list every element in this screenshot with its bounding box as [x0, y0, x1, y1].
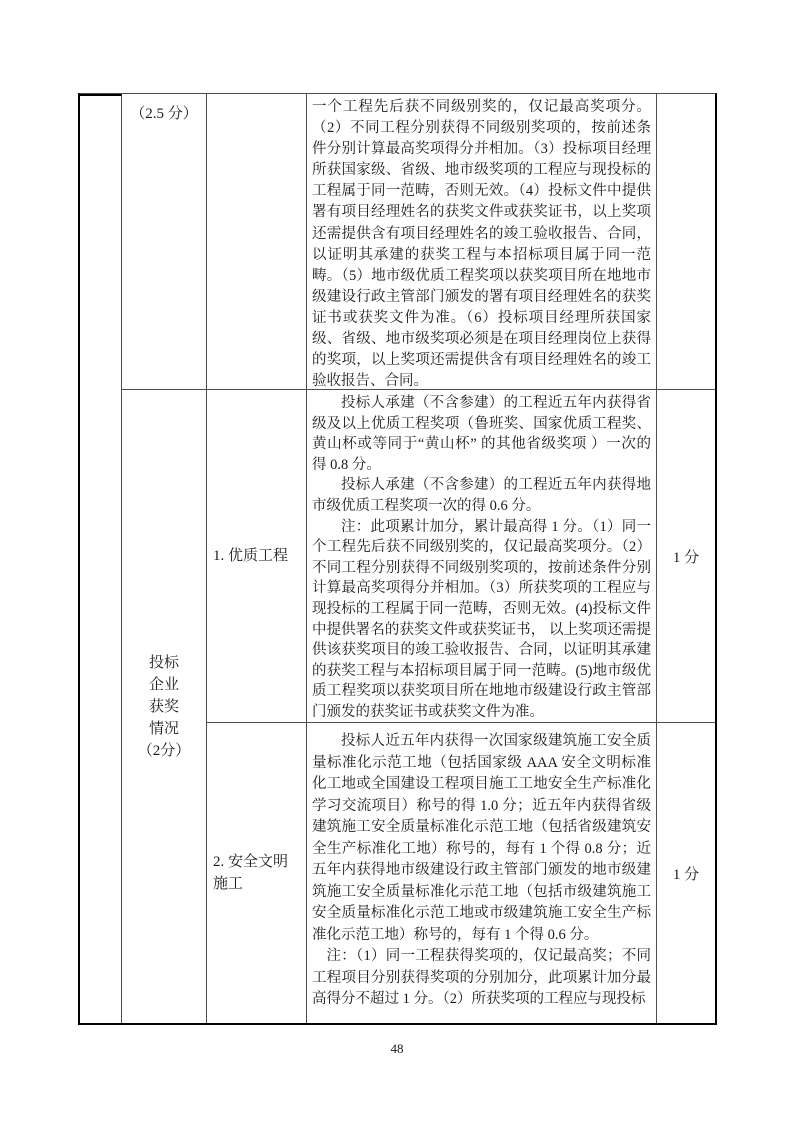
item-label-quality-project: 1. 优质工程 [207, 390, 307, 723]
criteria-text-continuation-cell [307, 94, 657, 390]
criteria-paragraph: 一个工程先后获不同级别奖的，仅记最高奖项分。（2）不同工程分别获得不同级别奖项的，按前述条件分别计算最高奖项得分并相加。（3）投标项目经理所获国家级、省级、地市级奖项的工程应与现投标的工程属于同一范畴，否则无效。（4）投标文件中提供署有项目经理姓名的获奖文件或获奖证书，以上奖项还需提供含有项目经理姓名的竣工验收报告、合同，以证明其承建的获奖工程与本招标项目属于同一范畴。（5）地市级优质工程奖项以获奖项目所在地地市级建设行政主管部门颁发的署有项目经理姓名的获奖证书或获奖文件为准。（6）投标项目经理所获国家级、省级、地市级奖项必须是在项目经理岗位上获得的奖项，以上奖项还需提供含有项目经理姓名的竣工验收报告、合同。 [312, 99, 651, 390]
category-line: 获奖 [148, 698, 179, 715]
criteria-note-paragraph: 注：此项累计加分，累计最高得 1 分。（1）同一个工程先后获不同级别奖的，仅记最高奖项分。（2）不同工程分别获得不同级别奖项的，按前述条件分别计算最高奖项得分并相加。（3）所获奖项的工程应与现投标的工程属于同一范畴，否则无效。(4)投标文件中提供署名的获奖文件或获奖证书， 以上奖项还需提供该获奖项目的竣工验收报告、合同，以证明其承建的获奖工程与本招标项目属于同一范畴。(5)地市级优质工程奖项以获奖项目所在地地市级建设行政主管部门颁发的获奖证书或获奖文件为准。 [312, 518, 651, 720]
criteria-paragraph: 投标人承建（不含参建）的工程近五年内获得省级及以上优质工程奖项（鲁班奖、国家优质工程奖、黄山杯或等同于“黄山杯” 的其他省级奖项 ）一次的得 0.8 分。 [312, 395, 651, 473]
criteria-text-safety-cell [307, 723, 657, 1023]
category-cell [122, 390, 207, 1023]
score-cell-empty [657, 94, 715, 390]
evaluation-table [78, 93, 717, 1025]
category-line: 投标 [148, 654, 179, 671]
score-cell-quality-project: 1 分 [657, 390, 715, 723]
criteria-text-quality-project-cell [307, 390, 657, 723]
criteria-paragraph: 投标人承建（不含参建）的工程近五年内获得地市级优质工程奖项一次的得 0.6 分。 [312, 477, 651, 514]
table-cell-left-spacer [80, 94, 122, 1023]
category-line: 企业 [148, 676, 179, 693]
category-label [138, 652, 191, 762]
item-label-safe-civilized-construction: 2. 安全文明施工 [207, 723, 307, 1023]
criteria-note-paragraph: 注：（1）同一工程获得奖项的，仅记最高奖；不同工程项目分别获得奖项的分别加分，此项累计加分最高得分不超过 1 分。（2）所获奖项的工程应与现投标 [312, 948, 651, 1007]
page-number: 48 [390, 1041, 404, 1056]
score-cell-safety: 1 分 [672, 866, 700, 883]
empty-subitem-cell [207, 94, 307, 390]
criteria-paragraph: 投标人近五年内获得一次国家级建筑施工安全质量标准化示范工地（包括国家级 AAA 安全文明标准化工地或全国建设工程项目施工工地安全生产标准化学习交流项目）称号的得 1.0 分；近五年内获得省级建筑施工安全质量标准化示范工地（包括省级建筑安全生产标准化工地）称号的，每有 1 个得 0.8 分；近五年内获得地市级建设行政主管部门颁发的地市级建筑施工安全质量标准化示范工地（包括市级建筑施工安全质量标准化示范工地或市级建筑施工安全生产标准化示范工地）称号的，每有 1 个得 0.6 分。 [312, 733, 651, 943]
category-line: 情况 [148, 720, 179, 737]
score-header-cell: （2.5 分） [122, 94, 207, 390]
category-line: （2分） [137, 742, 191, 759]
